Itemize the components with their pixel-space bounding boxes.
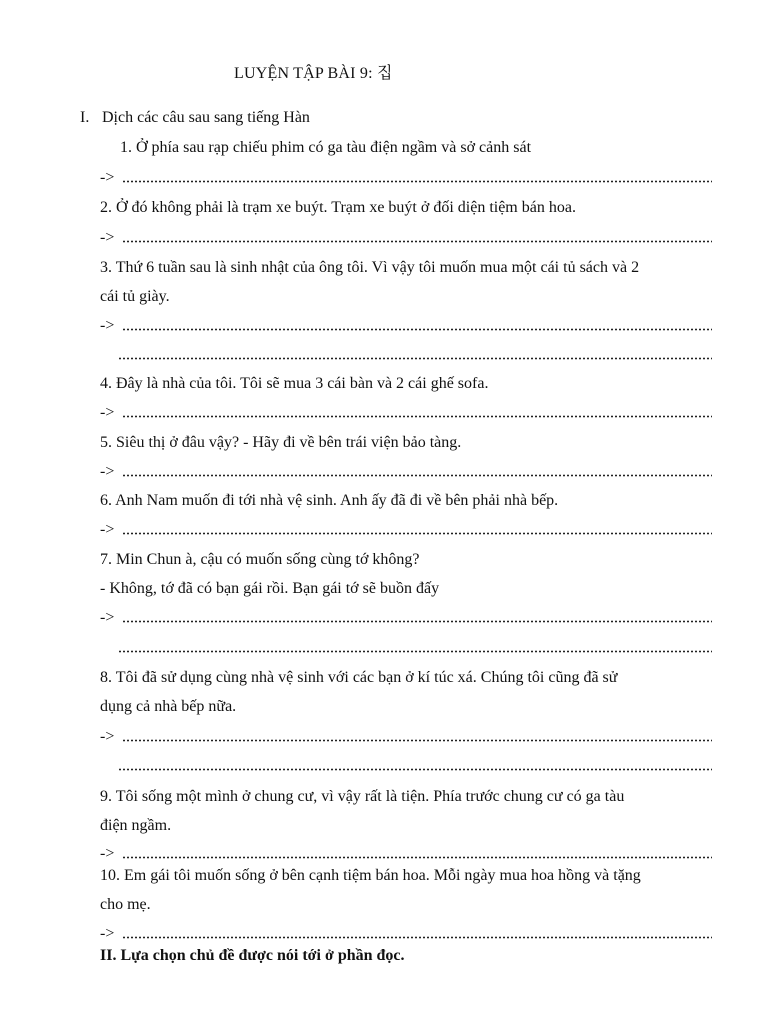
- question-10-line-1: 10. Em gái tôi muốn sống ở bên cạnh tiệm bán hoa. Mỗi ngày mua hoa hồng và tặng: [100, 867, 641, 884]
- answer-dots: [122, 620, 712, 623]
- question-3-line-1: 3. Thứ 6 tuần sau là sinh nhật của ông tôi. Vì vậy tôi muốn mua một cái tủ sách và 2: [100, 259, 640, 276]
- answer-line-7-continued: [118, 638, 712, 658]
- question-3-line-2: cái tủ giày.: [100, 288, 170, 305]
- answer-arrow: ->: [100, 925, 115, 942]
- answer-dots: [122, 856, 712, 859]
- question-5: 5. Siêu thị ở đâu vậy? - Hãy đi về bên trái viện bảo tàng.: [100, 434, 462, 451]
- answer-line-10: [100, 924, 712, 944]
- question-7-line-2: - Không, tớ đã có bạn gái rồi. Bạn gái tớ sẽ buồn đấy: [100, 580, 440, 597]
- answer-line-9: [100, 844, 712, 864]
- answer-line-8: [100, 727, 712, 747]
- answer-arrow: ->: [100, 229, 115, 246]
- question-9-line-1: 9. Tôi sống một mình ở chung cư, vì vậy rất là tiện. Phía trước chung cư có ga tàu: [100, 788, 625, 805]
- answer-line-1: [100, 168, 712, 188]
- question-9-line-2: điện ngầm.: [100, 817, 172, 834]
- answer-arrow: ->: [100, 845, 115, 862]
- question-2: 2. Ở đó không phải là trạm xe buýt. Trạm xe buýt ở đối diện tiệm bán hoa.: [100, 199, 576, 216]
- question-7-line-1: 7. Min Chun à, cậu có muốn sống cùng tớ không?: [100, 551, 420, 568]
- answer-line-6: [100, 520, 712, 540]
- answer-line-3-continued: [118, 345, 712, 365]
- question-1: 1. Ở phía sau rạp chiếu phim có ga tàu điện ngầm và sở cảnh sát: [120, 139, 532, 156]
- answer-dots: [122, 739, 712, 742]
- answer-arrow: ->: [100, 609, 115, 626]
- answer-dots: [122, 415, 712, 418]
- question-6: 6. Anh Nam muốn đi tới nhà vệ sinh. Anh ấy đã đi về bên phải nhà bếp.: [100, 492, 559, 509]
- question-10-line-2: cho mẹ.: [100, 896, 151, 913]
- answer-line-5: [100, 462, 712, 482]
- answer-dots: [122, 240, 712, 243]
- answer-arrow: ->: [100, 521, 115, 538]
- answer-dots: [122, 474, 712, 477]
- answer-line-7: [100, 608, 712, 628]
- section-1-numeral: I.: [80, 109, 90, 126]
- question-8-line-1: 8. Tôi đã sử dụng cùng nhà vệ sinh với các bạn ở kí túc xá. Chúng tôi cũng đã sử: [100, 669, 618, 686]
- answer-dots: [118, 357, 712, 360]
- answer-dots: [118, 768, 712, 771]
- answer-line-3: [100, 316, 712, 336]
- answer-arrow: ->: [100, 463, 115, 480]
- answer-dots: [118, 650, 712, 653]
- answer-line-4: [100, 403, 712, 423]
- answer-arrow: ->: [100, 404, 115, 421]
- answer-dots: [122, 180, 712, 183]
- answer-arrow: ->: [100, 728, 115, 745]
- question-4: 4. Đây là nhà của tôi. Tôi sẽ mua 3 cái bàn và 2 cái ghế sofa.: [100, 375, 489, 392]
- question-8-line-2: dụng cả nhà bếp nữa.: [100, 698, 237, 715]
- section-2-heading: II. Lựa chọn chủ đề được nói tới ở phần đọc.: [100, 947, 405, 964]
- answer-dots: [122, 532, 712, 535]
- answer-dots: [122, 936, 712, 939]
- section-1-heading: [80, 108, 310, 128]
- answer-arrow: ->: [100, 317, 115, 334]
- page-title: LUYỆN TẬP BÀI 9: 집: [234, 65, 393, 82]
- section-1-text: Dịch các câu sau sang tiếng Hàn: [102, 109, 310, 126]
- answer-line-8-continued: [118, 756, 712, 776]
- answer-dots: [122, 328, 712, 331]
- answer-line-2: [100, 228, 712, 248]
- answer-arrow: ->: [100, 169, 115, 186]
